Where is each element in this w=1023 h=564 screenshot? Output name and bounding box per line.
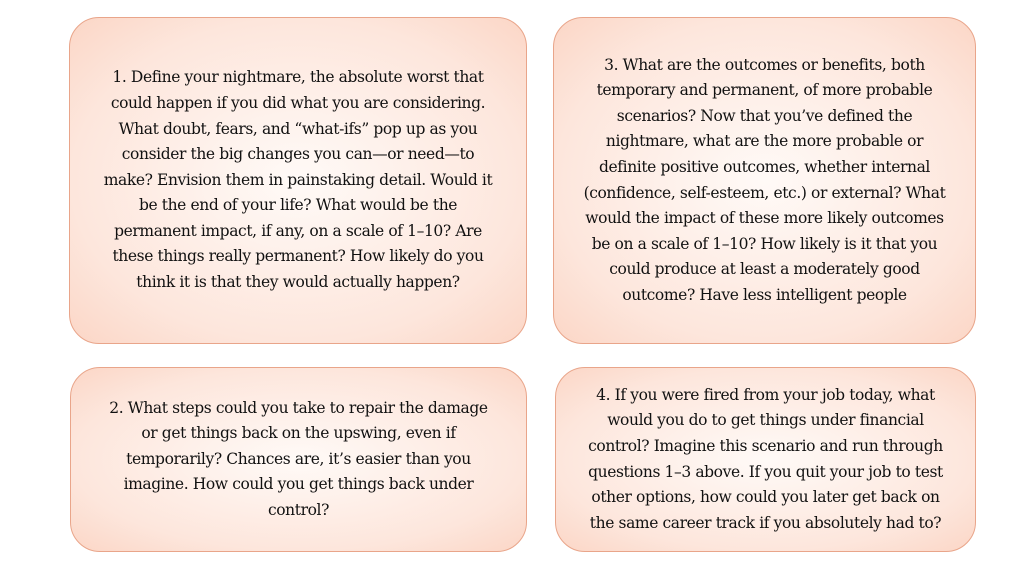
question-text-2: 2. What steps could you take to repair the damage or get things back on the upswing, even if temporarily? Chances are, it’s easier than you imagine. How could you get things back under control?	[109, 398, 488, 519]
question-card-4	[555, 367, 976, 552]
question-text-4: 4. If you were fired from your job today, what would you do to get things under financial control? Imagine this scenario and run through questions 1–3 above. If you quit your job to test other options, how could you later get back on the same career track if you absolutely had to?	[588, 385, 943, 532]
question-card-2	[70, 367, 527, 552]
question-card-1	[69, 17, 527, 344]
question-text-3: 3. What are the outcomes or benefits, both temporary and permanent, of more probable scenarios? Now that you’ve defined the nightmare, what are the more probable or definite positive outcomes, whether internal (confidence, self-esteem, etc.) or external? What would the impact of these more likely outcomes be on a scale of 1–10? How likely is it that you could produce at least a moderately good outcome? Have less intelligent people	[583, 55, 946, 304]
question-card-3	[553, 17, 976, 344]
question-text-1: 1. Define your nightmare, the absolute worst that could happen if you did what you are considering. What doubt, fears, and “what-ifs” pop up as you consider the big changes you can—or need—to make? Envision them in painstaking detail. Would it be the end of your life? What would be the permanent impact, if any, on a scale of 1–10? Are these things really permanent? How likely do you think it is that they would actually happen?	[103, 68, 493, 292]
